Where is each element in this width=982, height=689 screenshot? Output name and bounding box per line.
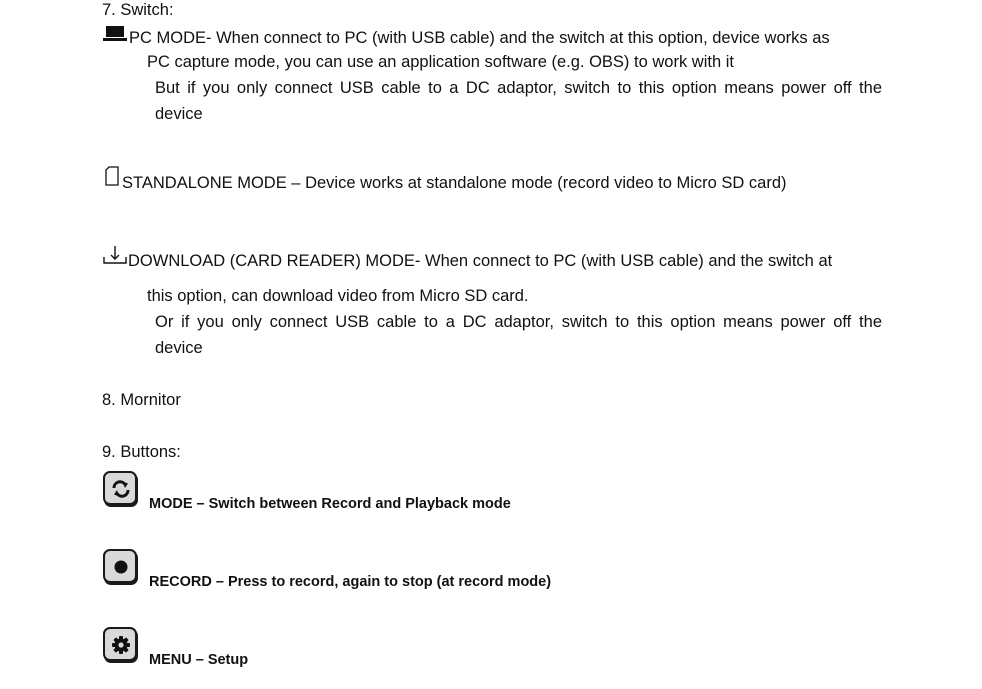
pc-mode-line2: PC capture mode, you can use an application software (e.g. OBS) to work with it xyxy=(147,53,734,71)
gear-icon xyxy=(112,636,130,654)
laptop-icon xyxy=(103,26,127,42)
sd-card-icon xyxy=(104,166,120,186)
download-mode-line1: DOWNLOAD (CARD READER) MODE- When connect to PC (with USB cable) and the switch at xyxy=(128,252,833,270)
download-mode-line2: this option, can download video from Micro SD card. xyxy=(147,287,529,305)
download-mode-line3: Or if you only connect USB cable to a DC adaptor, switch to this option means power off the xyxy=(155,313,882,331)
mode-button-label: MODE – Switch between Record and Playback mode xyxy=(149,496,511,512)
record-button-label: RECORD – Press to record, again to stop (at record mode) xyxy=(149,574,552,590)
switch-heading: 7. Switch: xyxy=(102,1,174,19)
buttons-heading: 9. Buttons: xyxy=(102,443,181,461)
mode-button-illustration xyxy=(103,471,137,505)
menu-button-illustration xyxy=(103,627,137,661)
refresh-icon xyxy=(112,480,130,498)
pc-mode-line3: But if you only connect USB cable to a DC adaptor, switch to this option means power off the xyxy=(155,79,882,97)
record-dot-icon xyxy=(112,558,130,576)
menu-button-label: MENU – Setup xyxy=(149,652,249,668)
standalone-mode-line1: STANDALONE MODE – Device works at standalone mode (record video to Micro SD card) xyxy=(122,174,787,192)
record-button-illustration xyxy=(103,549,137,583)
download-mode-line4: device xyxy=(155,339,203,357)
pc-mode-line4: device xyxy=(155,105,203,123)
pc-mode-line1: PC MODE- When connect to PC (with USB cable) and the switch at this option, device works as xyxy=(129,29,830,47)
download-icon xyxy=(103,245,127,265)
monitor-heading: 8. Mornitor xyxy=(102,391,181,409)
